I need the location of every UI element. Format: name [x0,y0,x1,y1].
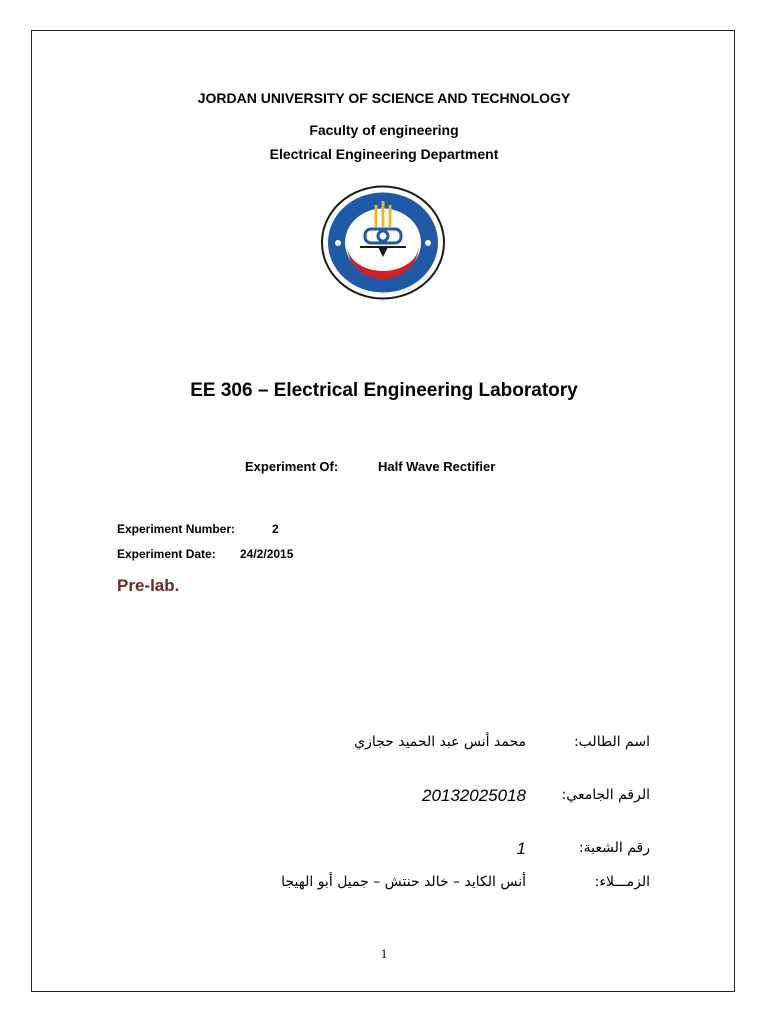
student-id-value: 20132025018 [421,786,526,805]
page-number: 1 [380,946,388,961]
experiment-number [117,522,279,536]
section-value: 1 [516,839,526,858]
prelab-heading: Pre-lab. [117,576,180,595]
experiment-of [245,459,495,474]
experiment-of-label: Experiment Of: [245,459,339,474]
department-name: Electrical Engineering Department [269,146,499,162]
university-name: JORDAN UNIVERSITY OF SCIENCE AND TECHNOLOGY [197,90,571,106]
course-title: EE 306 – Electrical Engineering Laboratory [190,380,578,401]
experiment-date-label: Experiment Date: [117,547,216,561]
faculty-name: Faculty of engineering [309,122,459,138]
partners-value: أنس الكايد – خالد حنتش – جميل أبو الهيجا [281,874,526,890]
section-label: رقم الشعبة: [578,840,650,856]
student-id-label: الرقم الجامعي: [561,787,650,803]
experiment-date-value: 24/2/2015 [240,547,294,561]
experiment-date [117,547,293,561]
university-logo [320,185,446,300]
experiment-number-value: 2 [272,522,279,536]
student-name-value: محمد أنس عبد الحميد حجازي [354,734,526,750]
student-name-label: اسم الطالب: [573,734,650,750]
partners-label: الزمـــلاء: [594,874,650,890]
experiment-number-label: Experiment Number: [117,522,236,536]
experiment-of-value: Half Wave Rectifier [378,459,496,474]
